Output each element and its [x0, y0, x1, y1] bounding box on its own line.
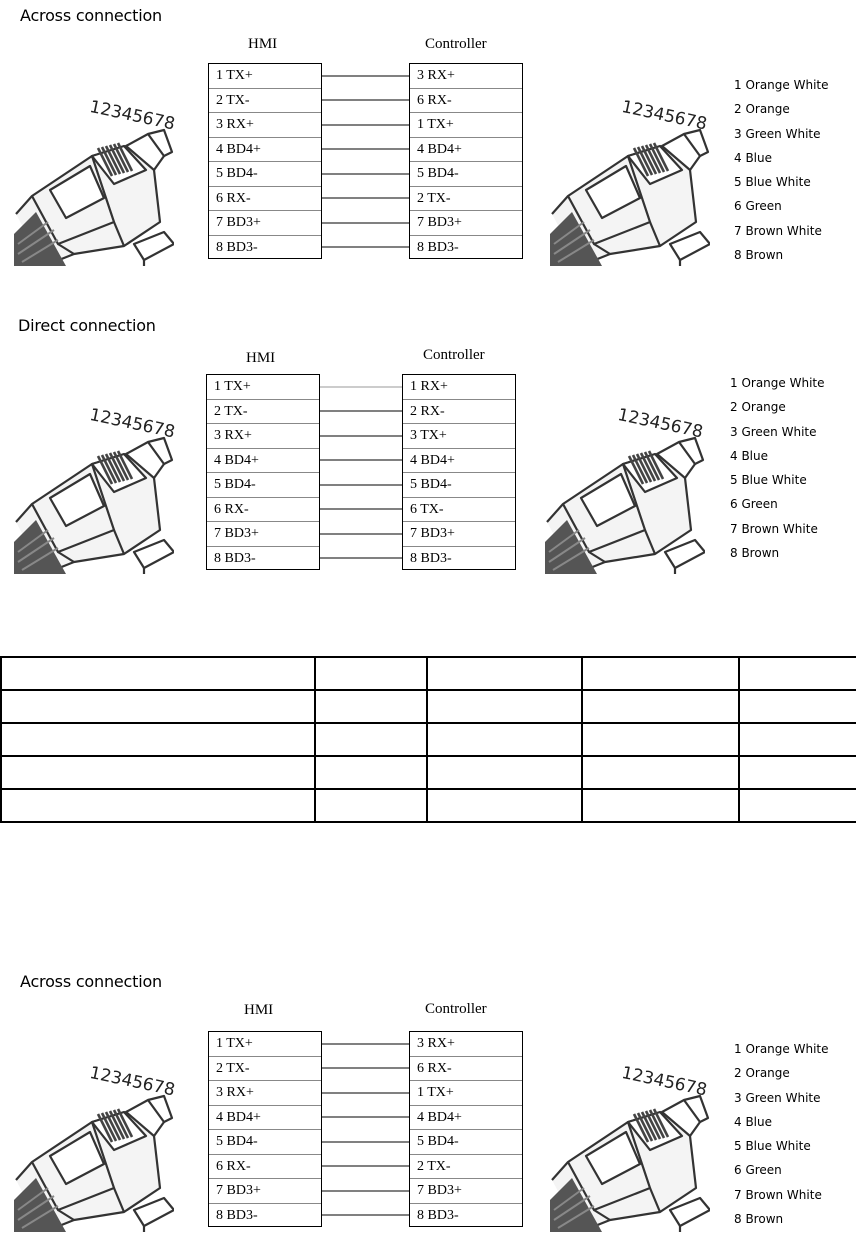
table-cell: [739, 657, 856, 690]
controller-pin: 3 TX+: [403, 424, 515, 449]
wire-color: 4 Blue: [730, 448, 769, 463]
wire-color: 5 Blue White: [730, 473, 807, 488]
controller-pin: 8 BD3-: [410, 550, 452, 566]
table-cell: [427, 657, 582, 690]
controller-pin: 1 TX+: [410, 113, 522, 138]
table-cell: [1, 789, 315, 822]
hmi-pin: 3 RX+: [209, 113, 321, 138]
wire-color: 6 Green: [734, 1163, 782, 1178]
hmi-pin: 3 RX+: [209, 1081, 321, 1106]
table-cell: [582, 789, 739, 822]
wire-color: 3 Green White: [734, 1090, 821, 1105]
wire-color-list: [730, 371, 825, 565]
connector-pin-numbers: 12345678: [87, 1063, 177, 1101]
blank-table: [0, 656, 856, 823]
section-title: Direct connection: [18, 316, 156, 335]
controller-pin-table: [402, 374, 516, 570]
hmi-pin: 2 TX-: [209, 1057, 321, 1082]
hmi-pin: 1 TX+: [209, 64, 321, 89]
table-cell: [1, 723, 315, 756]
table-row: [1, 690, 856, 723]
wire-color: 8 Brown: [734, 1212, 784, 1227]
table-cell: [739, 723, 856, 756]
table-cell: [739, 690, 856, 723]
hmi-pin: 2 TX-: [207, 400, 319, 425]
wire-color: 1 Orange White: [734, 1042, 829, 1056]
controller-pin: 1 RX+: [403, 375, 515, 400]
across-connection-section-2: [0, 972, 856, 1247]
direct-connection-section: [0, 316, 856, 591]
table-cell: [582, 723, 739, 756]
controller-pin: 4 BD4+: [410, 1106, 522, 1131]
wire-color: 3 Green White: [734, 126, 821, 141]
hmi-label: HMI: [246, 350, 276, 366]
hmi-pin: 1 TX+: [209, 1032, 321, 1057]
across-connection-section-1: [0, 6, 856, 281]
connector-pin-numbers: 12345678: [87, 405, 177, 443]
hmi-pin: 5 BD4-: [209, 1130, 321, 1155]
hmi-pin: 6 RX-: [207, 498, 319, 523]
wire-color: 7 Brown White: [734, 1187, 822, 1202]
connector-pin-numbers: 12345678: [619, 97, 709, 135]
controller-pin: 7 BD3+: [410, 1179, 522, 1204]
table-cell: [315, 657, 427, 690]
table-cell: [1, 657, 315, 690]
hmi-pin: 2 TX-: [209, 89, 321, 114]
table-row: [1, 657, 856, 690]
controller-pin: 4 BD4+: [410, 138, 522, 163]
hmi-pin: 4 BD4+: [207, 449, 319, 474]
wire-color: 2 Orange: [734, 1066, 790, 1081]
wire-color: 6 Green: [734, 199, 782, 214]
wire-color: 4 Blue: [734, 150, 773, 165]
table-cell: [1, 690, 315, 723]
controller-pin: 5 BD4-: [403, 473, 515, 498]
controller-pin-table: [409, 1031, 523, 1227]
controller-pin: 8 BD3-: [417, 239, 459, 255]
table-cell: [315, 756, 427, 789]
controller-pin: 2 TX-: [410, 187, 522, 212]
controller-pin: 8 BD3-: [417, 1207, 459, 1223]
controller-pin: 7 BD3+: [403, 522, 515, 547]
controller-label: Controller: [425, 1001, 487, 1017]
wire-color: 7 Brown White: [730, 521, 818, 536]
controller-label: Controller: [423, 347, 485, 363]
wire-color: 2 Orange: [734, 102, 790, 117]
controller-pin: 2 RX-: [403, 400, 515, 425]
hmi-pin: 5 BD4-: [207, 473, 319, 498]
controller-pin: 6 RX-: [410, 1057, 522, 1082]
wire-color: 1 Orange White: [730, 376, 825, 390]
wire-color-list: [734, 1037, 829, 1231]
wire-color: 3 Green White: [730, 424, 817, 439]
controller-pin: 5 BD4-: [410, 1130, 522, 1155]
wire-color: 5 Blue White: [734, 1139, 811, 1154]
controller-pin: 3 RX+: [410, 1032, 522, 1057]
controller-label: Controller: [425, 36, 487, 52]
hmi-pin: 3 RX+: [207, 424, 319, 449]
hmi-pin: 5 BD4-: [209, 162, 321, 187]
wire-color: 5 Blue White: [734, 175, 811, 190]
hmi-pin: 4 BD4+: [209, 138, 321, 163]
controller-pin: 1 TX+: [410, 1081, 522, 1106]
table-cell: [1, 756, 315, 789]
table-cell: [582, 657, 739, 690]
hmi-pin: 8 BD3-: [216, 239, 258, 255]
table-row: [1, 723, 856, 756]
hmi-pin: 6 RX-: [209, 1155, 321, 1180]
controller-pin: 3 RX+: [410, 64, 522, 89]
hmi-pin: 7 BD3+: [209, 211, 321, 236]
table-cell: [427, 690, 582, 723]
controller-pin-table: [409, 63, 523, 259]
connector-pin-numbers: 12345678: [87, 97, 177, 135]
table-cell: [582, 756, 739, 789]
wire-color: 6 Green: [730, 497, 778, 512]
wire-color-list: [734, 73, 829, 267]
hmi-pin: 4 BD4+: [209, 1106, 321, 1131]
hmi-pin: 6 RX-: [209, 187, 321, 212]
wire-color: 1 Orange White: [734, 78, 829, 92]
table-cell: [315, 789, 427, 822]
controller-pin: 6 RX-: [410, 89, 522, 114]
table-cell: [427, 789, 582, 822]
table-row: [1, 756, 856, 789]
hmi-label: HMI: [248, 36, 278, 52]
wire-color: 8 Brown: [734, 248, 784, 263]
section-title: Across connection: [20, 6, 162, 25]
connector-pin-numbers: 12345678: [619, 1063, 709, 1101]
hmi-pin: 1 TX+: [207, 375, 319, 400]
controller-pin: 4 BD4+: [403, 449, 515, 474]
connector-pin-numbers: 12345678: [615, 405, 705, 443]
controller-pin: 7 BD3+: [410, 211, 522, 236]
section-title: Across connection: [20, 972, 162, 991]
table-cell: [315, 723, 427, 756]
table-cell: [739, 789, 856, 822]
table-cell: [427, 723, 582, 756]
table-cell: [739, 756, 856, 789]
hmi-pin: 8 BD3-: [214, 550, 256, 566]
hmi-pin: 7 BD3+: [209, 1179, 321, 1204]
controller-pin: 2 TX-: [410, 1155, 522, 1180]
controller-pin: 5 BD4-: [410, 162, 522, 187]
wire-color: 8 Brown: [730, 546, 780, 561]
wire-color: 4 Blue: [734, 1114, 773, 1129]
table-cell: [427, 756, 582, 789]
table-row: [1, 789, 856, 822]
controller-pin: 6 TX-: [403, 498, 515, 523]
wire-color: 7 Brown White: [734, 223, 822, 238]
table-cell: [582, 690, 739, 723]
hmi-pin: 8 BD3-: [216, 1207, 258, 1223]
hmi-label: HMI: [244, 1002, 274, 1018]
hmi-pin: 7 BD3+: [207, 522, 319, 547]
table-cell: [315, 690, 427, 723]
wire-color: 2 Orange: [730, 400, 786, 415]
